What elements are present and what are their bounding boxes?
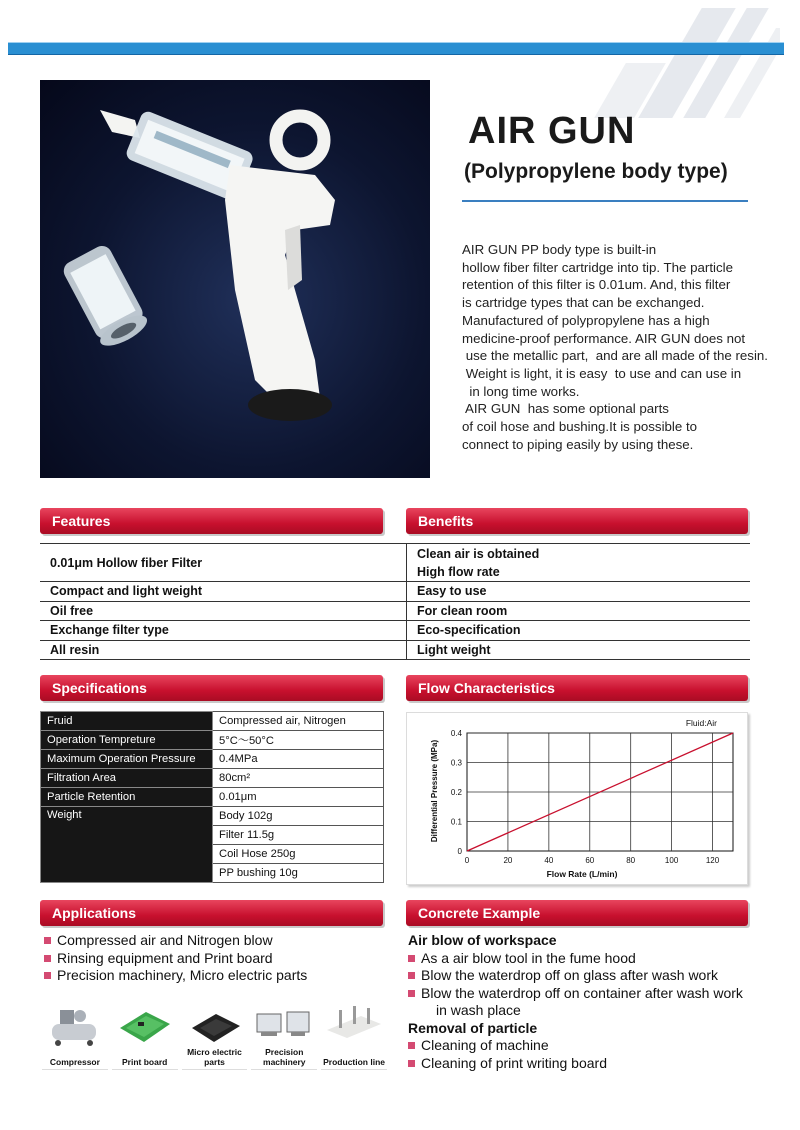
spec-value: Compressed air, Nitrogen bbox=[213, 712, 384, 731]
benefit-row bbox=[407, 582, 750, 602]
description-line: in long time works. bbox=[462, 383, 580, 399]
spec-row bbox=[41, 712, 384, 731]
spec-label: Fruid bbox=[41, 712, 213, 731]
y-tick-label: 0.3 bbox=[450, 758, 462, 768]
concrete-item: Cleaning of machine bbox=[408, 1037, 743, 1055]
app-caption: Precision machinery bbox=[263, 1047, 306, 1067]
spec-label: Maximum Operation Pressure bbox=[41, 750, 213, 769]
spec-label: Filtration Area bbox=[41, 769, 213, 788]
x-tick-label: 0 bbox=[464, 856, 470, 865]
benefit-label: For clean room bbox=[417, 603, 508, 618]
page-title: AIR GUN bbox=[468, 110, 636, 152]
feature-row bbox=[40, 544, 406, 582]
benefit-label: Easy to use bbox=[417, 584, 487, 599]
app-caption: Production line bbox=[323, 1057, 386, 1067]
description-line: Manufactured of polypropylene has a high bbox=[462, 312, 710, 328]
spec-label: Operation Tempreture bbox=[41, 731, 213, 750]
application-item: Precision machinery, Micro electric parts bbox=[44, 967, 307, 985]
description-line: Weight is light, it is easy to use and can use in bbox=[462, 365, 742, 381]
description-line: connect to piping easily by using these. bbox=[462, 436, 694, 452]
description-line: medicine-proof performance. AIR GUN does not bbox=[462, 330, 746, 346]
page-subtitle: (Polypropylene body type) bbox=[464, 160, 728, 183]
applications-header: Applications bbox=[40, 900, 383, 926]
concrete-item: Cleaning of print writing board bbox=[408, 1055, 743, 1073]
print-board-icon bbox=[112, 1002, 178, 1070]
benefit-label: Light weight bbox=[417, 642, 491, 657]
concrete-item: Blow the waterdrop off on glass after wash work bbox=[408, 967, 743, 985]
concrete-example-list bbox=[408, 932, 743, 1072]
benefit-label: High flow rate bbox=[417, 564, 500, 579]
feature-row bbox=[40, 582, 406, 602]
features-header: Features bbox=[40, 508, 383, 534]
applications-list bbox=[44, 932, 307, 985]
product-photo bbox=[40, 80, 430, 478]
x-tick-label: 20 bbox=[503, 856, 513, 865]
y-tick-label: 0 bbox=[457, 847, 462, 856]
concrete-item: Blow the waterdrop off on container after wash work bbox=[408, 985, 743, 1003]
benefits-table bbox=[406, 543, 750, 660]
production-line-icon bbox=[321, 1002, 387, 1070]
description-line: hollow fiber filter cartridge into tip. The particle bbox=[462, 259, 733, 275]
x-tick-label: 40 bbox=[544, 856, 554, 865]
description-line: use the metallic part, and are all made of the resin. bbox=[462, 348, 768, 364]
x-tick-label: 120 bbox=[705, 856, 720, 865]
compressor-icon bbox=[42, 1002, 108, 1070]
app-caption: Micro electric parts bbox=[187, 1047, 242, 1067]
spec-value: 5°C〜50°C bbox=[213, 731, 384, 750]
spec-row bbox=[41, 731, 384, 750]
concrete-heading: Removal of particle bbox=[408, 1019, 538, 1036]
application-item: Rinsing equipment and Print board bbox=[44, 950, 307, 968]
feature-row bbox=[40, 621, 406, 641]
product-description bbox=[462, 241, 792, 453]
benefit-row bbox=[407, 641, 750, 661]
flow-characteristics-header: Flow Characteristics bbox=[406, 675, 748, 701]
y-axis-label: Differential Pressure (MPa) bbox=[430, 739, 439, 843]
y-tick-label: 0.1 bbox=[450, 817, 462, 827]
header-decoration bbox=[520, 8, 780, 118]
app-caption: Compressor bbox=[49, 1057, 100, 1067]
specifications-header: Specifications bbox=[40, 675, 383, 701]
specifications-table bbox=[40, 711, 384, 883]
x-tick-label: 100 bbox=[664, 856, 679, 865]
spec-row bbox=[41, 788, 384, 807]
spec-value: Coil Hose 250g bbox=[213, 845, 384, 864]
feature-label: 0.01μm Hollow fiber Filter bbox=[50, 555, 203, 570]
spec-row bbox=[41, 750, 384, 769]
concrete-item: As a air blow tool in the fume hood bbox=[408, 950, 743, 968]
spec-value: PP bushing 10g bbox=[213, 864, 384, 883]
features-table bbox=[40, 543, 406, 660]
description-line: is cartridge types that can be exchanged. bbox=[462, 295, 705, 311]
spec-row bbox=[41, 769, 384, 788]
benefit-label: Eco-specification bbox=[417, 623, 521, 638]
feature-label: All resin bbox=[50, 642, 100, 657]
spec-row bbox=[41, 807, 384, 826]
feature-label: Compact and light weight bbox=[50, 584, 203, 599]
chart-ticks bbox=[451, 729, 720, 865]
benefit-row bbox=[407, 621, 750, 641]
y-tick-label: 0.2 bbox=[450, 788, 462, 797]
benefits-header: Benefits bbox=[406, 508, 748, 534]
spec-value: 0.01μm bbox=[213, 788, 384, 807]
spec-value: Body 102g bbox=[213, 807, 384, 826]
benefit-row bbox=[407, 544, 750, 582]
application-icons bbox=[42, 1002, 387, 1070]
benefit-row bbox=[407, 602, 750, 622]
title-divider bbox=[462, 200, 748, 202]
micro-electric-parts-icon bbox=[182, 1002, 248, 1070]
app-caption: Print board bbox=[122, 1057, 168, 1067]
description-line: AIR GUN PP body type is built-in bbox=[462, 242, 657, 257]
flow-chart bbox=[406, 712, 748, 885]
feature-row bbox=[40, 602, 406, 622]
application-item: Compressed air and Nitrogen blow bbox=[44, 932, 307, 950]
x-tick-label: 80 bbox=[626, 856, 636, 865]
concrete-example-header: Concrete Example bbox=[406, 900, 748, 926]
x-axis-label: Flow Rate (L/min) bbox=[546, 869, 618, 879]
x-tick-label: 60 bbox=[585, 856, 595, 865]
description-line: of coil hose and bushing.It is possible to bbox=[462, 419, 698, 435]
spec-label: Weight bbox=[41, 807, 213, 883]
spec-label: Particle Retention bbox=[41, 788, 213, 807]
spec-value: Filter 11.5g bbox=[213, 826, 384, 845]
concrete-heading: Air blow of workspace bbox=[408, 932, 557, 948]
precision-machinery-icon bbox=[251, 1002, 317, 1070]
chart-annotation: Fluid:Air bbox=[685, 718, 717, 728]
spec-value: 0.4MPa bbox=[213, 750, 384, 769]
feature-label: Exchange filter type bbox=[50, 623, 169, 638]
flow-chart-svg bbox=[407, 713, 749, 886]
benefit-label: Clean air is obtained bbox=[417, 546, 540, 561]
description-line: retention of this filter is 0.01um. And, this filter bbox=[462, 277, 731, 293]
concrete-item-continued: in wash place bbox=[436, 1002, 521, 1018]
spec-value: 80cm² bbox=[213, 769, 384, 788]
feature-row bbox=[40, 641, 406, 661]
top-accent-bar bbox=[8, 42, 784, 55]
feature-label: Oil free bbox=[50, 603, 94, 618]
description-line: AIR GUN has some optional parts bbox=[462, 401, 669, 417]
y-tick-label: 0.4 bbox=[450, 729, 462, 738]
